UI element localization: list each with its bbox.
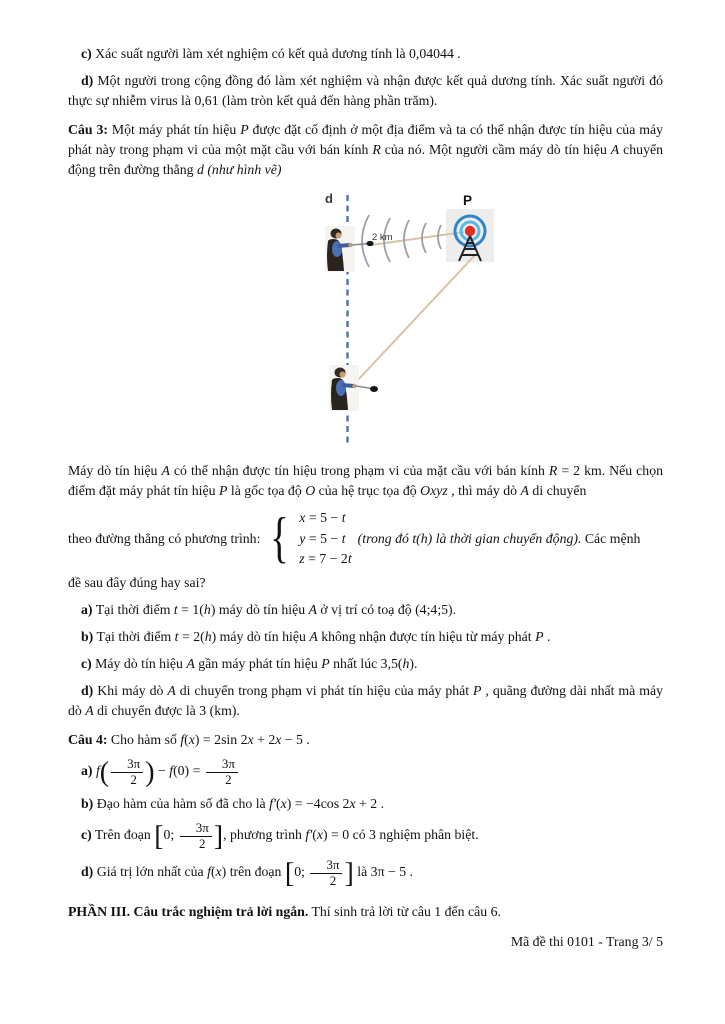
q4-item-c-label: c)	[81, 827, 92, 843]
q3-item-d-text: Khi máy dò A di chuyển trong phạm vi phát tín hiệu của máy phát P , quãng đường dài nhất mà máy dò A di chuyển được là 3 (km).	[68, 683, 663, 719]
statement-2d-text: Một người trong cộng đồng đó làm xét nghiệm và nhận được kết quả dương tính. Xác suất người đó thực sự nhiễm virus là 0,61 (làm tròn kết quả đến hàng phần trăm).	[68, 73, 663, 108]
question-3-label: Câu 3:	[68, 122, 108, 137]
equation-prefix: theo đường thẳng có phương trình:	[68, 531, 261, 547]
q4-item-a	[68, 757, 663, 787]
question-4-label: Câu 4:	[68, 732, 108, 748]
q4-item-d-label: d)	[81, 864, 94, 880]
page-footer: Mã đề thi 0101 - Trang 3/ 5	[510, 934, 663, 950]
q3-item-a-label: a)	[81, 602, 93, 618]
question-3-continuation: đề sau đây đúng hay sai?	[68, 575, 206, 591]
q4-item-a-label: a)	[81, 763, 93, 779]
part-3-heading	[68, 902, 663, 922]
equation-row	[68, 508, 663, 570]
q4-item-b-label: b)	[81, 796, 94, 812]
q4-item-c	[68, 821, 663, 851]
q3-item-b-label: b)	[81, 629, 94, 645]
question-4-text: Cho hàm số f(x) = 2sin 2x + 2x − 5 .	[107, 732, 310, 748]
equation-system	[299, 508, 351, 570]
detector-person-bottom	[329, 365, 378, 411]
statement-2c	[68, 44, 663, 64]
system-brace: {	[270, 507, 290, 570]
question-3-para2: Máy dò tín hiệu A có thể nhận được tín hiệu trong phạm vi của mặt cầu với bán kính R = 2 km. Nếu chọn điểm đặt máy phát tín hiệu P là gốc tọa độ O của hệ trục tọa độ Oxyz , thì máy dò A di chuyển	[68, 463, 663, 498]
q3-item-b-text: Tại thời điểm t = 2(h) máy dò tín hiệu A không nhận được tín hiệu từ máy phát P .	[93, 629, 551, 645]
q4-item-c-text: Trên đoạn [0; $\frac{3\pi}{2}$ ], phương trình f′(x) = 0 có 3 nghiệm phân biệt.	[91, 820, 479, 853]
q4-item-d-text: Giá trị lớn nhất của f(x) trên đoạn [0; $\frac{3\pi}{2}$ ] là 3π − 5 .	[93, 857, 414, 890]
q4-item-a-text: f( $\frac{3\pi}{2}$ ) − f(0) = $\frac{3\pi}{2}$	[93, 763, 240, 778]
statement-2d-label: d)	[81, 73, 94, 88]
equation-line-z: z = 7 − 2t	[299, 551, 352, 567]
q3-item-d-label: d)	[81, 683, 94, 699]
q4-item-b-text: Đạo hàm của hàm số đã cho là f′(x) = −4cos 2x + 2 .	[93, 796, 385, 812]
signal-diagram-svg	[306, 187, 521, 449]
q3-item-c-label: c)	[81, 656, 92, 672]
detector-person-top	[325, 226, 374, 272]
q3-item-c-text: Máy dò tín hiệu A gần máy phát tín hiệu P nhất lúc 3,5(h).	[91, 656, 418, 672]
q3-item-d	[68, 681, 663, 721]
equation-line-x: x = 5 − t	[299, 510, 346, 525]
question-3	[68, 120, 663, 180]
q4-item-d	[68, 858, 663, 888]
figure-line-label: d	[325, 191, 333, 206]
part-3-heading-bold: PHẦN III. Câu trắc nghiệm trả lời ngắn.	[68, 904, 309, 920]
q3-item-a	[68, 600, 663, 620]
statement-2c-text: Xác suất người làm xét nghiệm có kết quả dương tính là 0,04044 .	[91, 46, 461, 61]
equation-line-y: y = 5 − t	[299, 530, 346, 546]
q3-item-c	[68, 654, 663, 674]
distance-label: 2 km	[372, 232, 393, 243]
statement-2c-label: c)	[81, 46, 92, 61]
equation-note: (trong đó t(h) là thời gian chuyển động). Các mệnh	[357, 531, 641, 547]
part-3-heading-normal: Thí sinh trả lời từ câu 1 đến câu 6.	[308, 904, 501, 920]
figure-station-label: P	[463, 193, 473, 208]
antenna-dot	[465, 226, 475, 236]
q3-item-b	[68, 627, 663, 647]
question-3-text: Một máy phát tín hiệu P được đặt cố định ở một địa điểm và ta có thể nhận được tín hiệu của máy phát này trong phạm vi của một mặt cầu với bán kính R của nó. Một người cầm máy dò tín hiệu A chuyển động trên đường thẳng d (như hình vẽ)	[68, 122, 663, 177]
statement-2d	[68, 71, 663, 111]
q3-item-a-text: Tại thời điểm t = 1(h) máy dò tín hiệu A ở vị trí có toạ độ (4;4;5).	[92, 602, 457, 618]
q4-item-b	[68, 794, 663, 814]
question-4	[68, 730, 663, 750]
figure-signal-diagram	[306, 187, 521, 455]
